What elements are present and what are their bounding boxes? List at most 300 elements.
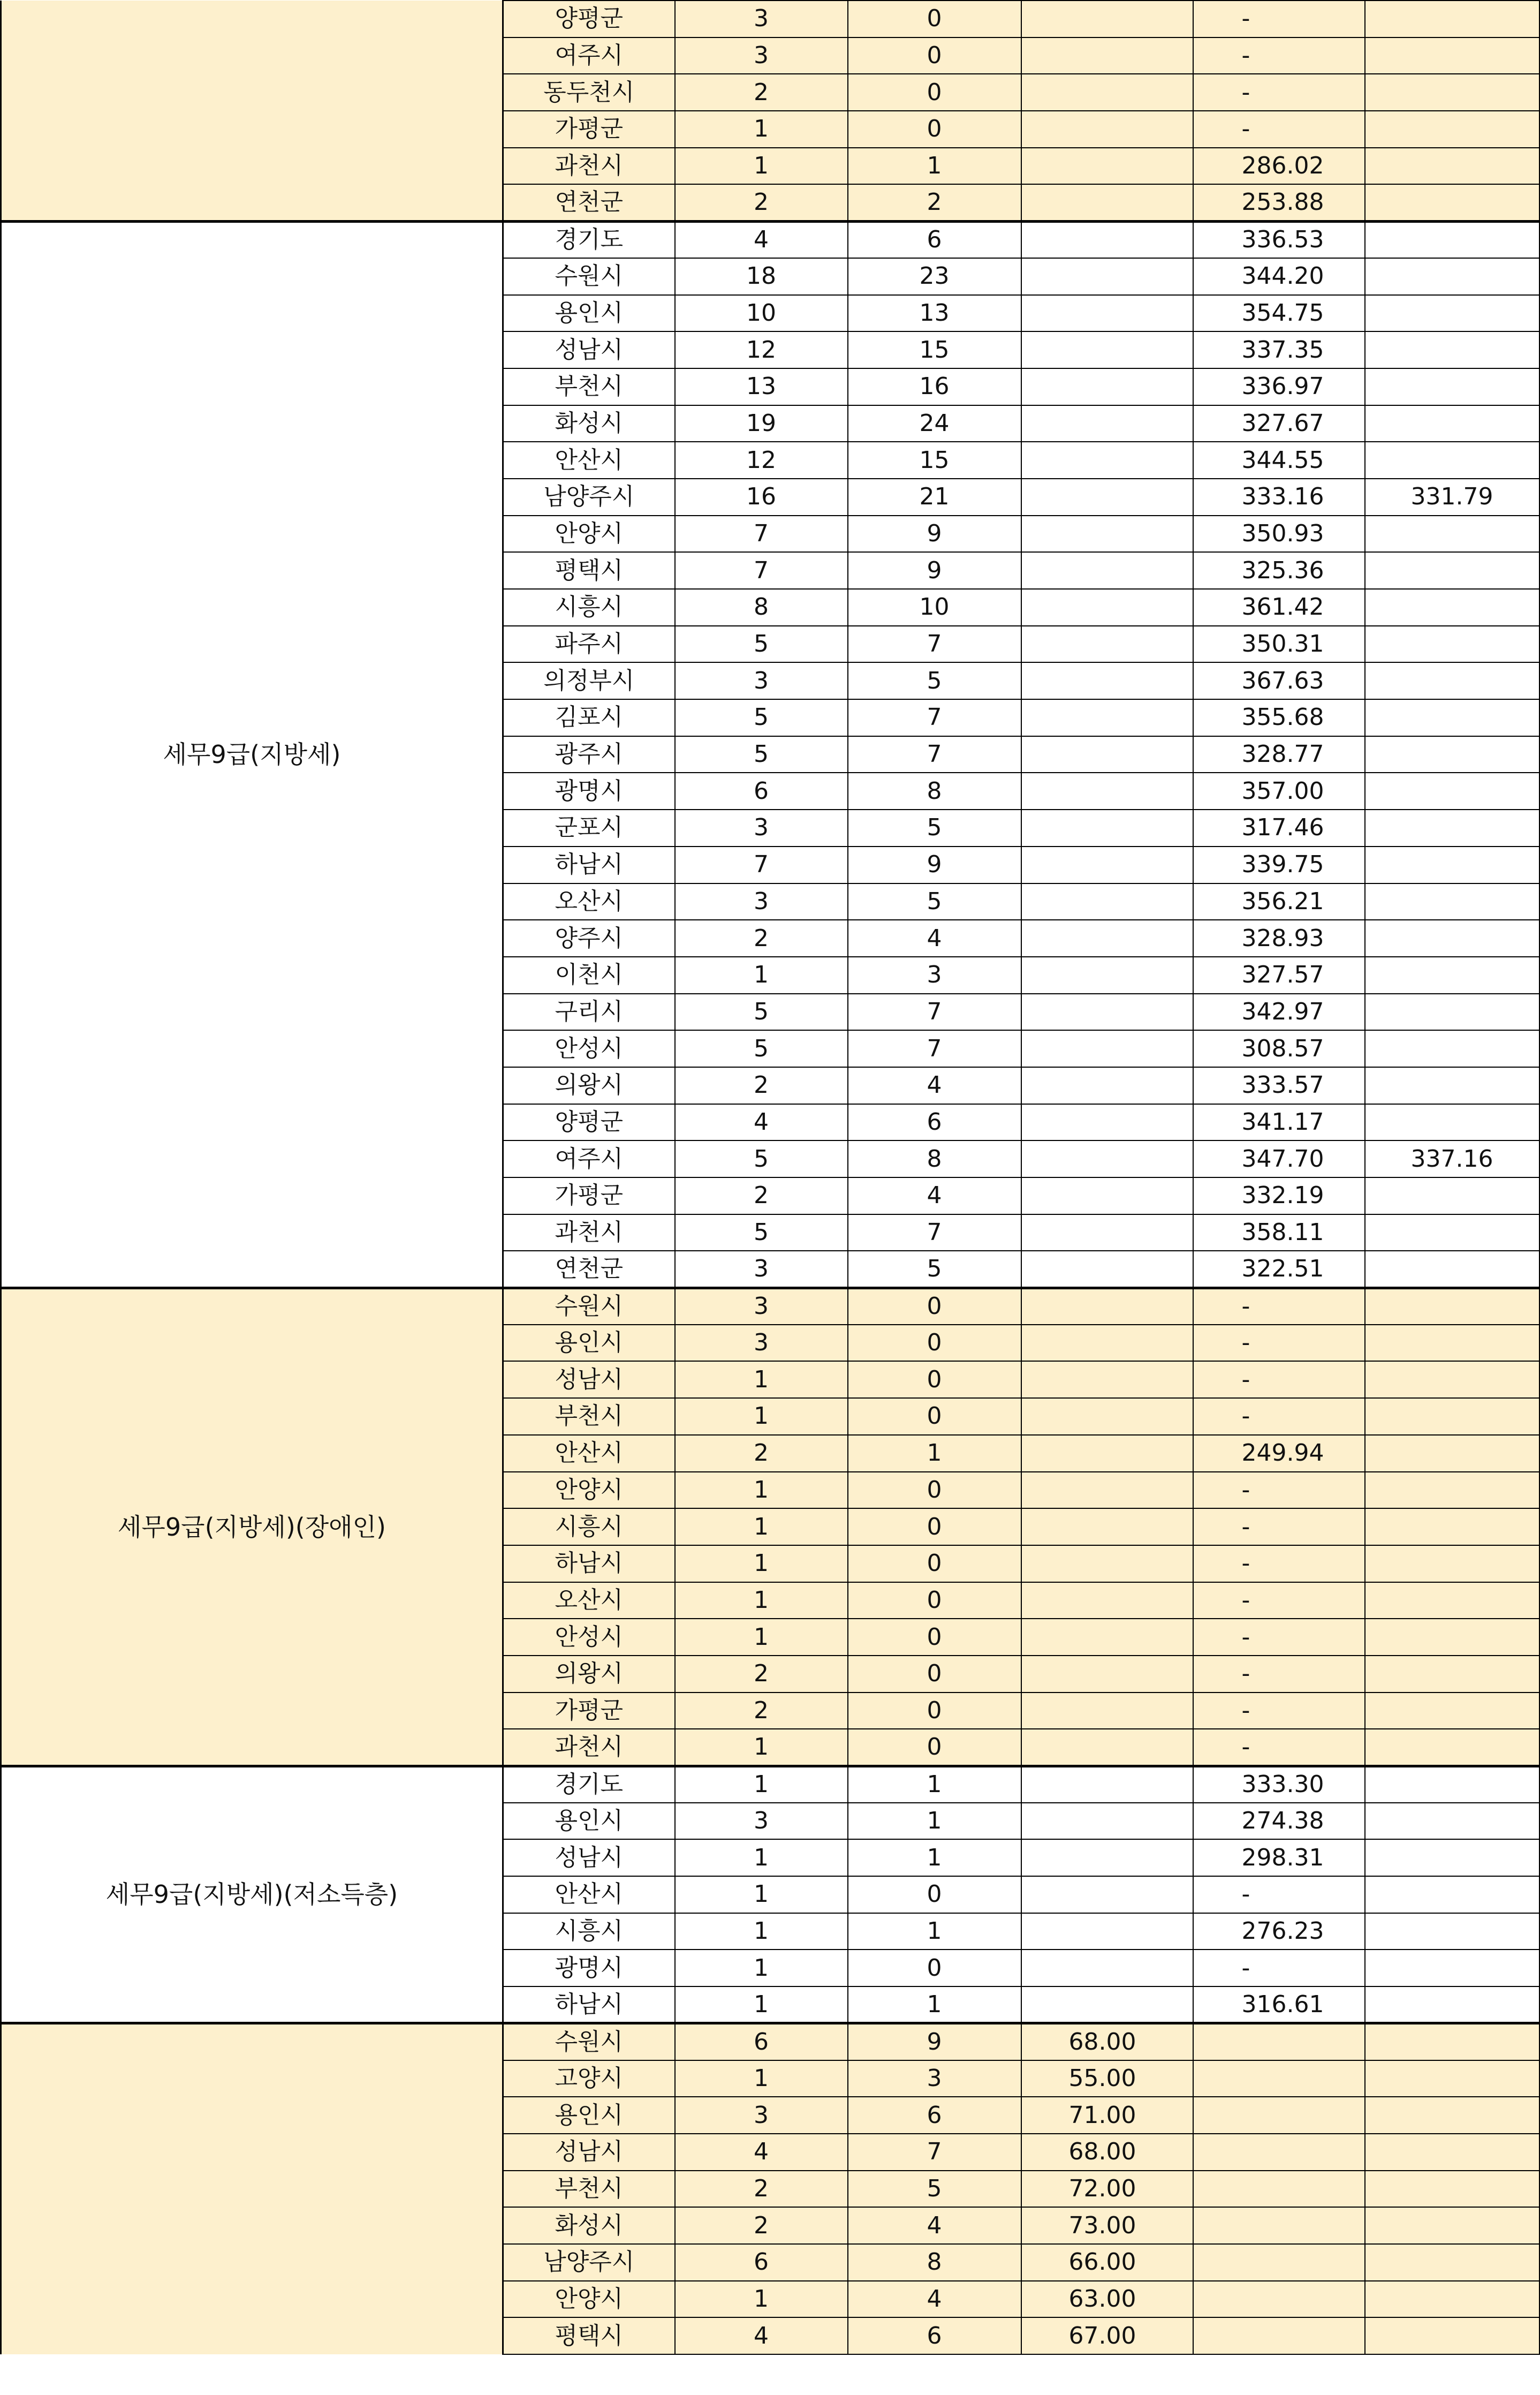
score-cell bbox=[1193, 2207, 1365, 2244]
count-a-cell: 2 bbox=[675, 2207, 848, 2244]
score-c-cell bbox=[1021, 405, 1193, 442]
score-cell bbox=[1193, 2171, 1365, 2208]
count-a-cell: 1 bbox=[675, 111, 848, 148]
score-c-cell bbox=[1021, 920, 1193, 957]
region-cell: 연천군 bbox=[503, 1251, 675, 1288]
count-a-cell: 1 bbox=[675, 1361, 848, 1398]
count-a-cell: 5 bbox=[675, 699, 848, 736]
count-b-cell: 5 bbox=[848, 662, 1021, 699]
count-b-cell: 0 bbox=[848, 1288, 1021, 1325]
average-cell bbox=[1365, 1030, 1539, 1067]
count-a-cell: 1 bbox=[675, 2281, 848, 2318]
score-cell: - bbox=[1193, 1545, 1365, 1582]
region-cell: 성남시 bbox=[503, 1839, 675, 1876]
score-c-cell bbox=[1021, 295, 1193, 332]
average-cell bbox=[1365, 74, 1539, 111]
score-cell: 308.57 bbox=[1193, 1030, 1365, 1067]
count-b-cell: 5 bbox=[848, 883, 1021, 920]
score-c-cell bbox=[1021, 1876, 1193, 1913]
count-b-cell: 0 bbox=[848, 1950, 1021, 1986]
count-a-cell: 19 bbox=[675, 405, 848, 442]
average-cell bbox=[1365, 2244, 1539, 2281]
count-b-cell: 8 bbox=[848, 1140, 1021, 1177]
score-c-cell bbox=[1021, 847, 1193, 883]
count-b-cell: 0 bbox=[848, 1729, 1021, 1766]
region-cell: 시흥시 bbox=[503, 1913, 675, 1950]
count-a-cell: 3 bbox=[675, 1251, 848, 1288]
region-cell: 남양주시 bbox=[503, 479, 675, 516]
score-c-cell bbox=[1021, 1140, 1193, 1177]
score-cell bbox=[1193, 2023, 1365, 2060]
score-c-cell bbox=[1021, 516, 1193, 553]
count-a-cell: 1 bbox=[675, 1729, 848, 1766]
average-cell bbox=[1365, 1177, 1539, 1214]
region-cell: 구리시 bbox=[503, 994, 675, 1031]
score-cell bbox=[1193, 2244, 1365, 2281]
region-cell: 수원시 bbox=[503, 2023, 675, 2060]
score-cell: 337.35 bbox=[1193, 331, 1365, 368]
average-cell bbox=[1365, 699, 1539, 736]
score-cell: - bbox=[1193, 1288, 1365, 1325]
region-cell: 군포시 bbox=[503, 810, 675, 847]
score-cell: 336.53 bbox=[1193, 221, 1365, 258]
count-b-cell: 4 bbox=[848, 1067, 1021, 1104]
count-a-cell: 2 bbox=[675, 74, 848, 111]
count-b-cell: 7 bbox=[848, 736, 1021, 773]
count-b-cell: 4 bbox=[848, 1177, 1021, 1214]
count-a-cell: 2 bbox=[675, 1435, 848, 1472]
count-b-cell: 1 bbox=[848, 1913, 1021, 1950]
score-c-cell bbox=[1021, 773, 1193, 810]
count-a-cell: 2 bbox=[675, 184, 848, 221]
region-cell: 남양주시 bbox=[503, 2244, 675, 2281]
region-cell: 하남시 bbox=[503, 847, 675, 883]
count-b-cell: 1 bbox=[848, 1986, 1021, 2023]
count-b-cell: 7 bbox=[848, 2134, 1021, 2171]
average-cell bbox=[1365, 1803, 1539, 1840]
region-cell: 의정부시 bbox=[503, 662, 675, 699]
average-cell bbox=[1365, 1288, 1539, 1325]
score-c-cell bbox=[1021, 1619, 1193, 1656]
count-b-cell: 16 bbox=[848, 368, 1021, 405]
count-b-cell: 0 bbox=[848, 1619, 1021, 1656]
score-cell: 317.46 bbox=[1193, 810, 1365, 847]
region-cell: 하남시 bbox=[503, 1986, 675, 2023]
table-row bbox=[1, 2023, 1539, 2060]
count-a-cell: 1 bbox=[675, 1950, 848, 1986]
count-b-cell: 6 bbox=[848, 2317, 1021, 2354]
count-b-cell: 2 bbox=[848, 184, 1021, 221]
score-cell: 286.02 bbox=[1193, 148, 1365, 185]
count-a-cell: 2 bbox=[675, 1177, 848, 1214]
region-cell: 과천시 bbox=[503, 148, 675, 185]
average-cell bbox=[1365, 1435, 1539, 1472]
count-a-cell: 5 bbox=[675, 1140, 848, 1177]
score-c-cell bbox=[1021, 1766, 1193, 1803]
region-cell: 용인시 bbox=[503, 295, 675, 332]
region-cell: 부천시 bbox=[503, 368, 675, 405]
score-cell: - bbox=[1193, 1656, 1365, 1693]
region-cell: 화성시 bbox=[503, 2207, 675, 2244]
average-cell bbox=[1365, 1656, 1539, 1693]
count-a-cell: 2 bbox=[675, 920, 848, 957]
average-cell bbox=[1365, 994, 1539, 1031]
score-c-cell bbox=[1021, 1729, 1193, 1766]
score-c-cell bbox=[1021, 1361, 1193, 1398]
score-c-cell: 71.00 bbox=[1021, 2097, 1193, 2134]
count-a-cell: 7 bbox=[675, 847, 848, 883]
score-c-cell bbox=[1021, 1656, 1193, 1693]
score-cell: - bbox=[1193, 1619, 1365, 1656]
count-b-cell: 4 bbox=[848, 920, 1021, 957]
count-b-cell: 5 bbox=[848, 1251, 1021, 1288]
score-c-cell bbox=[1021, 1986, 1193, 2023]
score-c-cell bbox=[1021, 1435, 1193, 1472]
count-a-cell: 4 bbox=[675, 221, 848, 258]
count-b-cell: 4 bbox=[848, 2207, 1021, 2244]
count-a-cell: 16 bbox=[675, 479, 848, 516]
score-cell: 332.19 bbox=[1193, 1177, 1365, 1214]
count-a-cell: 1 bbox=[675, 1619, 848, 1656]
average-cell bbox=[1365, 1729, 1539, 1766]
score-cell: - bbox=[1193, 1325, 1365, 1362]
region-cell: 평택시 bbox=[503, 2317, 675, 2354]
region-cell: 안양시 bbox=[503, 2281, 675, 2318]
count-a-cell: 1 bbox=[675, 1876, 848, 1913]
average-cell bbox=[1365, 221, 1539, 258]
count-a-cell: 1 bbox=[675, 1472, 848, 1509]
count-a-cell: 8 bbox=[675, 589, 848, 626]
count-a-cell: 1 bbox=[675, 1545, 848, 1582]
average-cell bbox=[1365, 883, 1539, 920]
count-b-cell: 9 bbox=[848, 552, 1021, 589]
score-c-cell: 68.00 bbox=[1021, 2023, 1193, 2060]
count-b-cell: 5 bbox=[848, 810, 1021, 847]
count-a-cell: 3 bbox=[675, 37, 848, 74]
count-b-cell: 15 bbox=[848, 331, 1021, 368]
average-cell bbox=[1365, 2134, 1539, 2171]
region-cell: 안산시 bbox=[503, 1435, 675, 1472]
count-a-cell: 1 bbox=[675, 1508, 848, 1545]
count-a-cell: 4 bbox=[675, 2317, 848, 2354]
average-cell bbox=[1365, 1619, 1539, 1656]
score-cell: - bbox=[1193, 111, 1365, 148]
count-a-cell: 10 bbox=[675, 295, 848, 332]
score-c-cell bbox=[1021, 552, 1193, 589]
count-b-cell: 6 bbox=[848, 221, 1021, 258]
region-cell: 시흥시 bbox=[503, 1508, 675, 1545]
score-cell: 325.36 bbox=[1193, 552, 1365, 589]
score-c-cell: 55.00 bbox=[1021, 2060, 1193, 2097]
score-c-cell: 68.00 bbox=[1021, 2134, 1193, 2171]
average-cell bbox=[1365, 111, 1539, 148]
average-cell bbox=[1365, 2060, 1539, 2097]
count-b-cell: 5 bbox=[848, 2171, 1021, 2208]
score-cell: - bbox=[1193, 1508, 1365, 1545]
count-a-cell: 6 bbox=[675, 2023, 848, 2060]
score-c-cell bbox=[1021, 1030, 1193, 1067]
count-b-cell: 0 bbox=[848, 1325, 1021, 1362]
category-label bbox=[1, 1, 503, 221]
region-cell: 연천군 bbox=[503, 184, 675, 221]
region-cell: 양평군 bbox=[503, 1, 675, 37]
score-cell: - bbox=[1193, 1876, 1365, 1913]
count-a-cell: 3 bbox=[675, 883, 848, 920]
count-b-cell: 7 bbox=[848, 699, 1021, 736]
region-cell: 여주시 bbox=[503, 37, 675, 74]
score-cell: 274.38 bbox=[1193, 1803, 1365, 1840]
count-a-cell: 7 bbox=[675, 552, 848, 589]
count-a-cell: 1 bbox=[675, 148, 848, 185]
score-cell: 336.97 bbox=[1193, 368, 1365, 405]
table-row bbox=[1, 221, 1539, 258]
region-cell: 과천시 bbox=[503, 1214, 675, 1251]
count-b-cell: 7 bbox=[848, 1030, 1021, 1067]
region-cell: 의왕시 bbox=[503, 1067, 675, 1104]
category-label: 세무9급(지방세)(저소득층) bbox=[1, 1766, 503, 2023]
average-cell bbox=[1365, 2317, 1539, 2354]
region-cell: 안성시 bbox=[503, 1619, 675, 1656]
score-cell: 328.77 bbox=[1193, 736, 1365, 773]
score-c-cell bbox=[1021, 994, 1193, 1031]
score-cell: 249.94 bbox=[1193, 1435, 1365, 1472]
score-c-cell bbox=[1021, 1508, 1193, 1545]
count-b-cell: 1 bbox=[848, 148, 1021, 185]
score-cell bbox=[1193, 2097, 1365, 2134]
count-b-cell: 6 bbox=[848, 1104, 1021, 1141]
count-b-cell: 23 bbox=[848, 258, 1021, 295]
count-b-cell: 0 bbox=[848, 1472, 1021, 1509]
average-cell bbox=[1365, 1398, 1539, 1435]
count-b-cell: 1 bbox=[848, 1766, 1021, 1803]
score-c-cell bbox=[1021, 810, 1193, 847]
count-b-cell: 6 bbox=[848, 2097, 1021, 2134]
score-c-cell bbox=[1021, 184, 1193, 221]
average-cell bbox=[1365, 1766, 1539, 1803]
count-a-cell: 3 bbox=[675, 1, 848, 37]
score-c-cell bbox=[1021, 699, 1193, 736]
count-a-cell: 6 bbox=[675, 2244, 848, 2281]
score-c-cell bbox=[1021, 442, 1193, 479]
score-cell: 341.17 bbox=[1193, 1104, 1365, 1141]
region-cell: 오산시 bbox=[503, 1582, 675, 1619]
score-c-cell bbox=[1021, 1839, 1193, 1876]
average-cell bbox=[1365, 1104, 1539, 1141]
count-a-cell: 12 bbox=[675, 442, 848, 479]
count-b-cell: 7 bbox=[848, 994, 1021, 1031]
average-cell bbox=[1365, 2023, 1539, 2060]
count-b-cell: 21 bbox=[848, 479, 1021, 516]
average-cell bbox=[1365, 1325, 1539, 1362]
average-cell: 337.16 bbox=[1365, 1140, 1539, 1177]
score-cell bbox=[1193, 2317, 1365, 2354]
score-cell: 327.57 bbox=[1193, 957, 1365, 994]
count-b-cell: 0 bbox=[848, 1508, 1021, 1545]
count-a-cell: 1 bbox=[675, 2060, 848, 2097]
average-cell bbox=[1365, 258, 1539, 295]
region-cell: 성남시 bbox=[503, 1361, 675, 1398]
region-cell: 가평군 bbox=[503, 1693, 675, 1729]
score-cell: - bbox=[1193, 74, 1365, 111]
count-a-cell: 3 bbox=[675, 2097, 848, 2134]
region-cell: 김포시 bbox=[503, 699, 675, 736]
score-cell: 316.61 bbox=[1193, 1986, 1365, 2023]
score-c-cell bbox=[1021, 331, 1193, 368]
region-cell: 안양시 bbox=[503, 516, 675, 553]
score-c-cell bbox=[1021, 479, 1193, 516]
score-c-cell bbox=[1021, 626, 1193, 663]
category-label: 세무9급(지방세) bbox=[1, 221, 503, 1288]
region-cell: 광명시 bbox=[503, 1950, 675, 1986]
region-cell: 용인시 bbox=[503, 1325, 675, 1362]
score-c-cell bbox=[1021, 883, 1193, 920]
count-a-cell: 1 bbox=[675, 1582, 848, 1619]
average-cell bbox=[1365, 1508, 1539, 1545]
table-row bbox=[1, 1, 1539, 37]
score-c-cell bbox=[1021, 148, 1193, 185]
count-b-cell: 9 bbox=[848, 2023, 1021, 2060]
region-cell: 안성시 bbox=[503, 1030, 675, 1067]
score-cell: 354.75 bbox=[1193, 295, 1365, 332]
score-c-cell bbox=[1021, 1803, 1193, 1840]
region-cell: 가평군 bbox=[503, 111, 675, 148]
region-cell: 광주시 bbox=[503, 736, 675, 773]
average-cell bbox=[1365, 295, 1539, 332]
score-cell bbox=[1193, 2281, 1365, 2318]
count-b-cell: 8 bbox=[848, 773, 1021, 810]
average-cell bbox=[1365, 405, 1539, 442]
region-cell: 하남시 bbox=[503, 1545, 675, 1582]
count-a-cell: 5 bbox=[675, 1214, 848, 1251]
score-c-cell: 73.00 bbox=[1021, 2207, 1193, 2244]
region-cell: 파주시 bbox=[503, 626, 675, 663]
score-cell: - bbox=[1193, 37, 1365, 74]
average-cell bbox=[1365, 662, 1539, 699]
count-b-cell: 7 bbox=[848, 626, 1021, 663]
count-a-cell: 7 bbox=[675, 516, 848, 553]
score-c-cell bbox=[1021, 957, 1193, 994]
count-a-cell: 4 bbox=[675, 2134, 848, 2171]
region-cell: 양주시 bbox=[503, 920, 675, 957]
score-cell: - bbox=[1193, 1729, 1365, 1766]
count-b-cell: 0 bbox=[848, 1656, 1021, 1693]
score-cell: 333.57 bbox=[1193, 1067, 1365, 1104]
average-cell bbox=[1365, 1986, 1539, 2023]
score-c-cell: 63.00 bbox=[1021, 2281, 1193, 2318]
average-cell bbox=[1365, 1472, 1539, 1509]
average-cell bbox=[1365, 1693, 1539, 1729]
average-cell bbox=[1365, 1950, 1539, 1986]
average-cell bbox=[1365, 1067, 1539, 1104]
count-a-cell: 3 bbox=[675, 810, 848, 847]
score-c-cell bbox=[1021, 1251, 1193, 1288]
region-cell: 여주시 bbox=[503, 1140, 675, 1177]
count-b-cell: 1 bbox=[848, 1435, 1021, 1472]
count-a-cell: 1 bbox=[675, 1766, 848, 1803]
score-cell: - bbox=[1193, 1693, 1365, 1729]
average-cell bbox=[1365, 442, 1539, 479]
count-b-cell: 0 bbox=[848, 74, 1021, 111]
count-a-cell: 5 bbox=[675, 736, 848, 773]
score-cell: 339.75 bbox=[1193, 847, 1365, 883]
score-cell: 361.42 bbox=[1193, 589, 1365, 626]
score-c-cell bbox=[1021, 1950, 1193, 1986]
count-b-cell: 0 bbox=[848, 1693, 1021, 1729]
results-table-body bbox=[1, 1, 1539, 2354]
score-cell: 327.67 bbox=[1193, 405, 1365, 442]
score-cell: 333.16 bbox=[1193, 479, 1365, 516]
score-cell bbox=[1193, 2134, 1365, 2171]
average-cell bbox=[1365, 1582, 1539, 1619]
average-cell bbox=[1365, 2097, 1539, 2134]
region-cell: 안산시 bbox=[503, 1876, 675, 1913]
count-a-cell: 5 bbox=[675, 1030, 848, 1067]
average-cell bbox=[1365, 2171, 1539, 2208]
category-label: 세무9급(지방세)(장애인) bbox=[1, 1288, 503, 1766]
score-c-cell bbox=[1021, 1214, 1193, 1251]
count-a-cell: 1 bbox=[675, 1913, 848, 1950]
count-b-cell: 0 bbox=[848, 1361, 1021, 1398]
region-cell: 가평군 bbox=[503, 1177, 675, 1214]
count-b-cell: 0 bbox=[848, 111, 1021, 148]
score-cell: - bbox=[1193, 1472, 1365, 1509]
score-c-cell bbox=[1021, 37, 1193, 74]
score-cell: - bbox=[1193, 1582, 1365, 1619]
category-label bbox=[1, 2023, 503, 2354]
average-cell bbox=[1365, 626, 1539, 663]
average-cell bbox=[1365, 957, 1539, 994]
count-a-cell: 4 bbox=[675, 1104, 848, 1141]
region-cell: 오산시 bbox=[503, 883, 675, 920]
score-c-cell bbox=[1021, 1472, 1193, 1509]
region-cell: 안산시 bbox=[503, 442, 675, 479]
score-c-cell: 72.00 bbox=[1021, 2171, 1193, 2208]
region-cell: 성남시 bbox=[503, 331, 675, 368]
score-cell: 350.93 bbox=[1193, 516, 1365, 553]
count-b-cell: 8 bbox=[848, 2244, 1021, 2281]
count-a-cell: 3 bbox=[675, 1288, 848, 1325]
count-a-cell: 5 bbox=[675, 626, 848, 663]
average-cell bbox=[1365, 1, 1539, 37]
average-cell bbox=[1365, 920, 1539, 957]
count-b-cell: 0 bbox=[848, 1398, 1021, 1435]
score-c-cell bbox=[1021, 1398, 1193, 1435]
region-cell: 시흥시 bbox=[503, 589, 675, 626]
score-cell: 253.88 bbox=[1193, 184, 1365, 221]
count-a-cell: 3 bbox=[675, 1325, 848, 1362]
score-c-cell bbox=[1021, 368, 1193, 405]
score-cell: 344.20 bbox=[1193, 258, 1365, 295]
score-cell: 344.55 bbox=[1193, 442, 1365, 479]
average-cell bbox=[1365, 736, 1539, 773]
score-cell: - bbox=[1193, 1398, 1365, 1435]
region-cell: 과천시 bbox=[503, 1729, 675, 1766]
average-cell bbox=[1365, 810, 1539, 847]
count-b-cell: 3 bbox=[848, 957, 1021, 994]
region-cell: 경기도 bbox=[503, 1766, 675, 1803]
score-cell: 322.51 bbox=[1193, 1251, 1365, 1288]
score-c-cell bbox=[1021, 1693, 1193, 1729]
score-c-cell bbox=[1021, 1067, 1193, 1104]
score-c-cell bbox=[1021, 221, 1193, 258]
count-b-cell: 0 bbox=[848, 1545, 1021, 1582]
score-c-cell bbox=[1021, 589, 1193, 626]
average-cell bbox=[1365, 2281, 1539, 2318]
average-cell bbox=[1365, 148, 1539, 185]
count-a-cell: 3 bbox=[675, 662, 848, 699]
score-cell: - bbox=[1193, 1950, 1365, 1986]
score-cell bbox=[1193, 2060, 1365, 2097]
